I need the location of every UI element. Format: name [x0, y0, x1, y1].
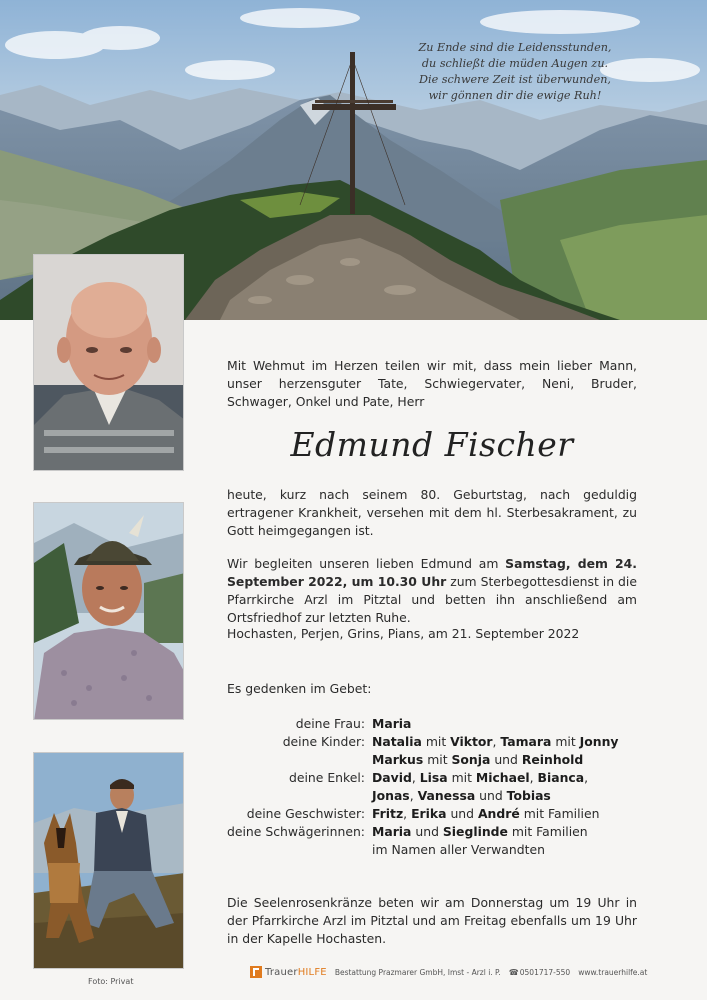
mourner-row — [227, 769, 647, 787]
mourner-name: Jonas — [372, 788, 410, 803]
portrait-photo-hat — [33, 502, 184, 720]
photo-credit: Foto: Privat — [88, 977, 134, 986]
mourner-connector: mit — [551, 734, 580, 749]
mourner-row — [227, 787, 647, 805]
mourner-row — [227, 733, 647, 751]
mourner-connector: und — [475, 788, 507, 803]
mourner-names — [372, 715, 411, 733]
mourner-name: Erika — [411, 806, 447, 821]
mourner-name: Reinhold — [521, 752, 584, 767]
poem-line: Die schwere Zeit ist überwunden, — [419, 73, 611, 86]
mourner-names — [372, 787, 551, 805]
mourner-connector: mit Familien — [519, 806, 600, 821]
mourner-relation-label: deine Schwägerinnen: — [227, 824, 365, 839]
mourner-name: David — [372, 770, 412, 785]
mourner-names — [372, 751, 583, 769]
funeral-date-time: Samstag, dem 24. September 2022, um 10.30 Uhr — [227, 556, 637, 589]
mourner-relation-label: deine Geschwister: — [246, 806, 365, 821]
place-and-date: Hochasten, Perjen, Grins, Pians, am 21. September 2022 — [227, 626, 580, 641]
poem-line: Zu Ende sind die Leidensstunden, — [418, 41, 612, 54]
mourner-names — [372, 805, 599, 823]
mourner-names — [372, 769, 588, 787]
deceased-name: Edmund Fischer — [290, 425, 574, 464]
mourner-connector: und — [411, 824, 443, 839]
mourner-connector: mit — [447, 770, 476, 785]
mourner-connector: , — [409, 788, 418, 803]
mourner-connector: und — [446, 806, 478, 821]
poem-line: du schließt die müden Augen zu. — [421, 57, 609, 70]
mourner-relation-label — [227, 841, 372, 859]
mourner-connector: , — [411, 770, 420, 785]
death-notice-text: heute, kurz nach seinem 80. Geburtstag, nach geduldig ertragener Krankheit, versehen mit dem hl. Sterbesakrament, zu Gott heimgegangen ist. — [227, 487, 637, 538]
mourner-name: Tamara — [500, 734, 552, 749]
mourner-names — [372, 823, 588, 841]
funeral-service-text — [227, 555, 637, 627]
mourner-name: Viktor — [450, 734, 493, 749]
mourner-relation-label: deine Enkel: — [288, 770, 365, 785]
mourners-heading: Es gedenken im Gebet: — [227, 681, 372, 696]
mourner-connector: , — [403, 806, 412, 821]
mourner-row — [227, 751, 647, 769]
mourner-name: Maria — [372, 824, 412, 839]
brand-name-part2: HILFE — [297, 966, 327, 978]
mourner-name: Sieglinde — [442, 824, 508, 839]
portrait-photo-with-dog — [33, 752, 184, 969]
mourner-connector: mit Familien — [507, 824, 588, 839]
mourner-name: Maria — [372, 716, 412, 731]
mourner-name: Fritz — [372, 806, 404, 821]
rosary-text: Die Seelenrosenkränze beten wir am Donnerstag um 19 Uhr in der Pfarrkirche Arzl im Pitztal und am Freitag ebenfalls um 19 Uhr in der Kapelle Hochasten. — [227, 895, 637, 946]
mourner-row — [227, 805, 647, 823]
mourner-name: Tobias — [506, 788, 551, 803]
trauerhilfe-logo-icon — [250, 966, 262, 978]
mourner-name: Markus — [372, 752, 424, 767]
mourner-row — [227, 823, 647, 841]
phone-icon: ☎ — [508, 967, 519, 977]
brand-name-part1: Trauer — [265, 966, 298, 978]
poem — [395, 40, 635, 104]
mourner-names — [372, 841, 545, 859]
footer-phone[interactable]: 0501717-550 — [519, 967, 571, 977]
portrait-photo-elderly — [33, 254, 184, 471]
mourner-name: Vanessa — [417, 788, 476, 803]
mourner-connector: mit — [421, 734, 451, 749]
mourner-relation-label — [227, 751, 372, 769]
mourner-relation-label: deine Kinder: — [282, 734, 365, 749]
footer-website-link[interactable]: www.trauerhilfe.at — [578, 967, 648, 977]
mourner-name: André — [477, 806, 520, 821]
mourner-name: Jonny — [579, 734, 619, 749]
mourner-name: Lisa — [419, 770, 448, 785]
mourner-connector: , — [529, 770, 538, 785]
mourner-name: Natalia — [372, 734, 422, 749]
mourner-connector: und — [490, 752, 522, 767]
mourner-relation-label — [227, 787, 372, 805]
mourner-name: Sonja — [451, 752, 491, 767]
mourner-row — [227, 715, 647, 733]
mourner-row — [227, 841, 647, 859]
mourner-connector: , — [492, 734, 501, 749]
funeral-company: Bestattung Prazmarer GmbH, Imst - Arzl i. P. — [334, 967, 501, 977]
mourner-names — [372, 733, 618, 751]
intro-text: Mit Wehmut im Herzen teilen wir mit, dass mein lieber Mann, unser herzensguter Tate, Schwiegervater, Neni, Bruder, Schwager, Onkel und Pate, Herr — [227, 358, 637, 409]
mourner-name: Bianca — [537, 770, 585, 785]
mourner-connector: , — [584, 770, 589, 785]
funeral-text-post: zum Sterbegottesdienst in die Pfarrkirche Arzl im Pitztal und betten ihn anschließend am Ortsfriedhof zur letzten Ruhe. — [227, 574, 637, 625]
mourner-name: Michael — [475, 770, 530, 785]
footer — [250, 965, 647, 979]
mourner-relation-label: deine Frau: — [295, 716, 365, 731]
mourners-list — [227, 715, 647, 859]
poem-line: wir gönnen dir die ewige Ruh! — [428, 89, 602, 102]
mourner-connector: mit — [423, 752, 452, 767]
mourner-connector: im Namen aller Verwandten — [372, 842, 545, 857]
funeral-text-pre: Wir begleiten unseren lieben Edmund am — [227, 556, 506, 571]
